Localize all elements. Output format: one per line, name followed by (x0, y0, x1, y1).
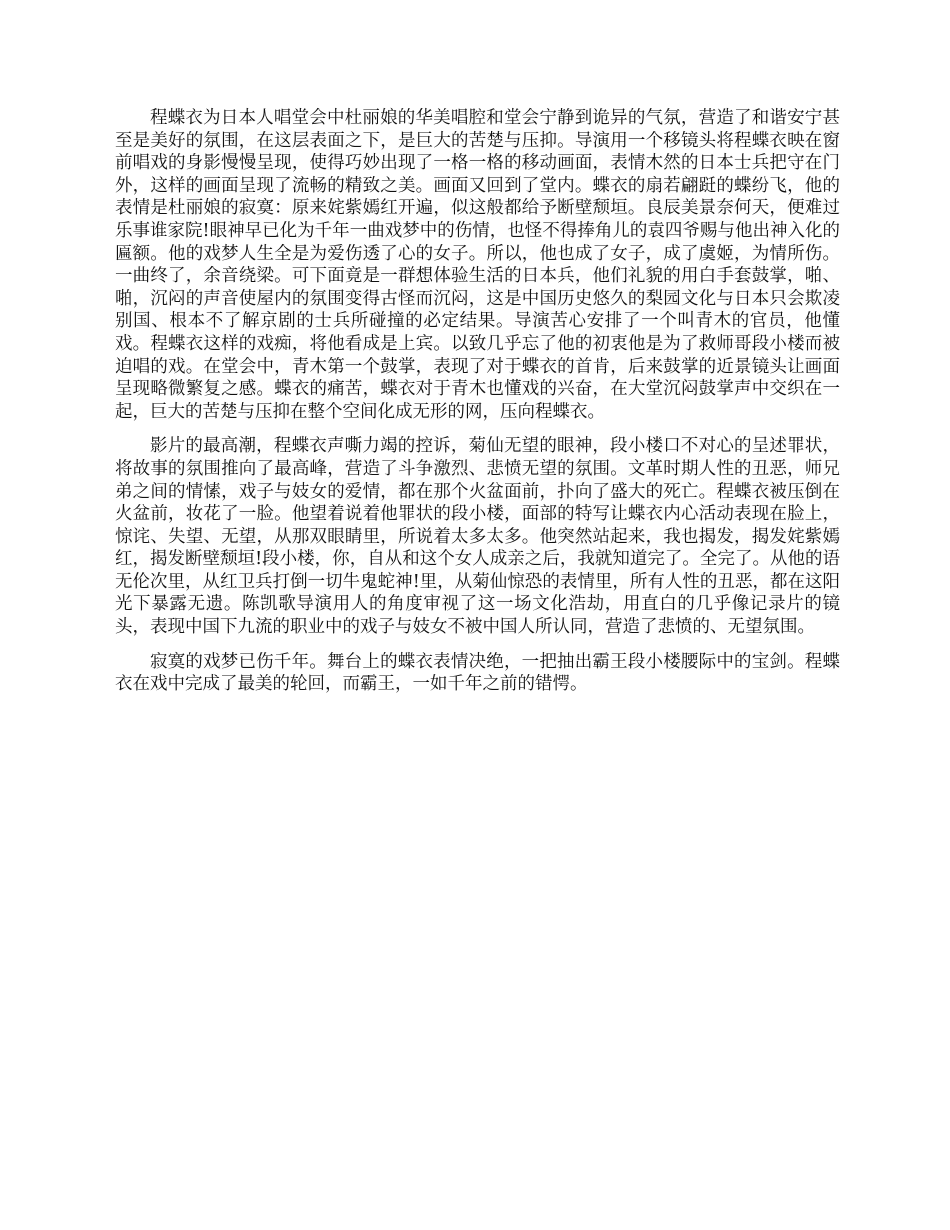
document-body (115, 107, 840, 708)
paragraph-2: 影片的最高潮，程蝶衣声嘶力竭的控诉，菊仙无望的眼神，段小楼口不对心的呈述罪状，将故事的氛围推向了最高峰，营造了斗争激烈、悲愤无望的氛围。文革时期人性的丑恶，师兄弟之间的情愫，戏子与妓女的爱情，都在那个火盆面前，扑向了盛大的死亡。程蝶衣被压倒在火盆前，妆花了一脸。他望着说着他罪状的段小楼，面部的特写让蝶衣内心活动表现在脸上，惊诧、失望、无望，从那双眼睛里，所说着太多太多。他突然站起来，我也揭发，揭发姹紫嫣红，揭发断壁颓垣!段小楼，你，自从和这个女人成亲之后，我就知道完了。全完了。从他的语无伦次里，从红卫兵打倒一切牛鬼蛇神!里，从菊仙惊恐的表情里，所有人性的丑恶，都在这阳光下暴露无遗。陈凯歌导演用人的角度审视了这一场文化浩劫，用直白的几乎像记录片的镜头，表现中国下九流的职业中的戏子与妓女不被中国人所认同，营造了悲愤的、无望氛围。 (115, 436, 840, 638)
paragraph-1: 程蝶衣为日本人唱堂会中杜丽娘的华美唱腔和堂会宁静到诡异的气氛，营造了和谐安宁甚至是美好的氛围，在这层表面之下，是巨大的苦楚与压抑。导演用一个移镜头将程蝶衣映在窗前唱戏的身影慢慢呈现，使得巧妙出现了一格一格的移动画面，表情木然的日本士兵把守在门外，这样的画面呈现了流畅的精致之美。画面又回到了堂内。蝶衣的扇若翩跹的蝶纷飞，他的表情是杜丽娘的寂寞：原来姹紫嫣红开遍，似这般都给予断壁颓垣。良辰美景奈何天，便难过乐事谁家院!眼神早已化为千年一曲戏梦中的伤情，也怪不得捧角儿的袁四爷赐与他出神入化的匾额。他的戏梦人生全是为爱伤透了心的女子。所以，他也成了女子，成了虞姬，为情所伤。一曲终了，余音绕梁。可下面竟是一群想体验生活的日本兵，他们礼貌的用白手套鼓掌，啪、啪，沉闷的声音使屋内的氛围变得古怪而沉闷，这是中国历史悠久的梨园文化与日本只会欺凌别国、根本不了解京剧的士兵所碰撞的必定结果。导演苦心安排了一个叫青木的官员，他懂戏。程蝶衣这样的戏痴，将他看成是上宾。以致几乎忘了他的初衷他是为了救师哥段小楼而被迫唱的戏。在堂会中，青木第一个鼓掌，表现了对于蝶衣的首肯，后来鼓掌的近景镜头让画面呈现略微繁复之感。蝶衣的痛苦，蝶衣对于青木也懂戏的兴奋，在大堂沉闷鼓掌声中交织在一起，巨大的苦楚与压抑在整个空间化成无形的网，压向程蝶衣。 (115, 108, 840, 422)
paragraph-3: 寂寞的戏梦已伤千年。舞台上的蝶衣表情决绝，一把抽出霸王段小楼腰际中的宝剑。程蝶衣在戏中完成了最美的轮回，而霸王，一如千年之前的错愕。 (115, 651, 840, 695)
